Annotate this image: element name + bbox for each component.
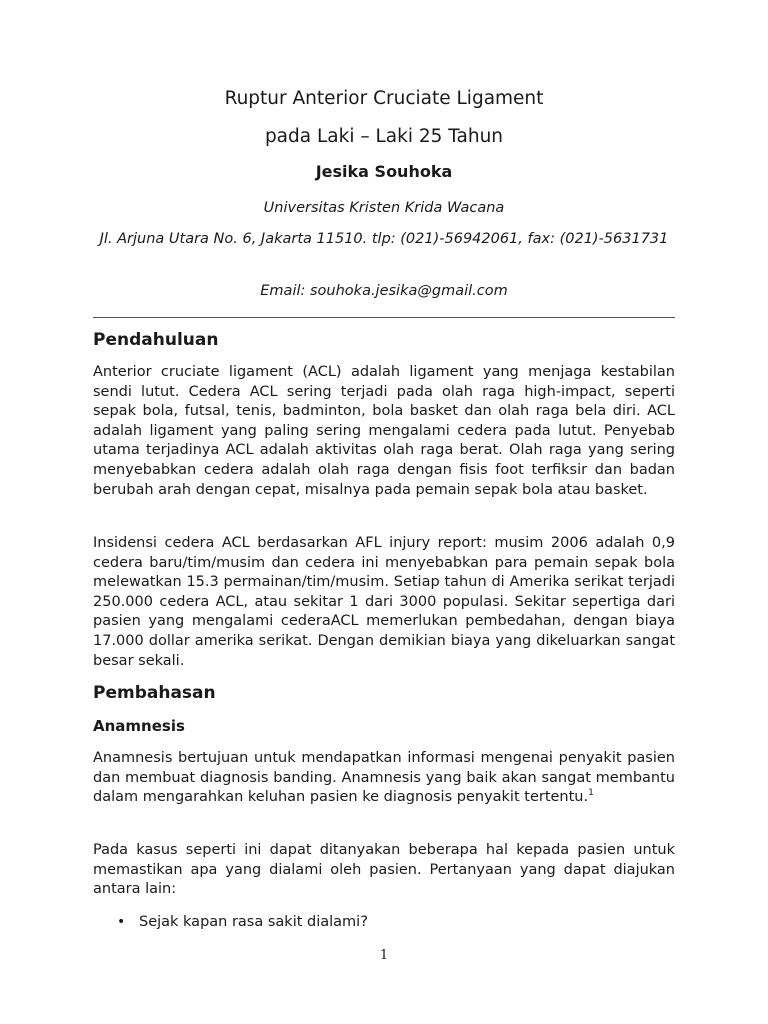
pendahuluan-paragraph-1: Anterior cruciate ligament (ACL) adalah ligament yang menjaga kestabilan sendi lutut. Cedera ACL sering terjadi pada olah raga high-impact, seperti sepak bola, futsal, tenis, badminton, bola basket dan olah raga bela diri. ACL adalah ligament yang paling sering mengalami cedera pada lutut. Penyebab utama terjadinya ACL adalah aktivitas olah raga berat. Olah raga yang sering menyebabkan cedera adalah olah raga dengan fisis foot terfiksir dan badan berubah arah dengan cepat, misalnya pada pemain sepak bola atau basket. <box>93 364 675 498</box>
list-item <box>93 913 675 933</box>
pendahuluan-paragraph-2: Insidensi cedera ACL berdasarkan AFL injury report: musim 2006 adalah 0,9 cedera baru/tim/musim dan cedera ini menyebabkan para pemain sepak bola melewatkan 15.3 permainan/tim/musim. Setiap tahun di Amerika serikat terjadi 250.000 cedera ACL, atau sekitar 1 dari 3000 populasi. Sekitar sepertiga dari pasien yang mengalami cederaACL memerlukan pembedahan, dengan biaya 17.000 dollar amerika serikat. Dengan demikian biaya yang dikeluarkan sangat besar sekali. <box>93 535 675 669</box>
page-number: 1 <box>379 948 389 963</box>
section-heading-pembahasan: Pembahasan <box>93 683 216 703</box>
address: Jl. Arjuna Utara No. 6, Jakarta 11510. tlp: (021)-56942061, fax: (021)-5631731 <box>99 231 669 247</box>
document-page <box>93 0 675 1024</box>
author-name: Jesika Souhoka <box>315 162 453 181</box>
subheading-anamnesis: Anamnesis <box>93 717 185 735</box>
bullet-icon: • <box>117 914 126 930</box>
email: Email: souhoka.jesika@gmail.com <box>260 283 508 299</box>
question-list <box>93 913 675 933</box>
title-line-1: Ruptur Anterior Cruciate Ligament <box>224 88 544 109</box>
anamnesis-paragraph-2: Pada kasus seperti ini dapat ditanyakan beberapa hal kepada pasien untuk memastikan apa yang dialami oleh pasien. Pertanyaan yang dapat diajukan antara lain: <box>93 842 675 898</box>
section-heading-pendahuluan: Pendahuluan <box>93 330 219 350</box>
anamnesis-paragraph-1-text: Anamnesis bertujuan untuk mendapatkan informasi mengenai penyakit pasien dan membuat diagnosis banding. Anamnesis yang baik akan sangat membantu dalam mengarahkan keluhan pasien ke diagnosis penyakit tertentu. <box>93 750 675 806</box>
list-item-text: Sejak kapan rasa sakit dialami? <box>139 914 368 930</box>
title-line-2: pada Laki – Laki 25 Tahun <box>264 126 504 147</box>
footnote-ref: 1 <box>588 788 594 799</box>
header-divider <box>93 317 675 318</box>
anamnesis-paragraph-1 <box>93 749 675 808</box>
affiliation: Universitas Kristen Krida Wacana <box>263 200 505 216</box>
